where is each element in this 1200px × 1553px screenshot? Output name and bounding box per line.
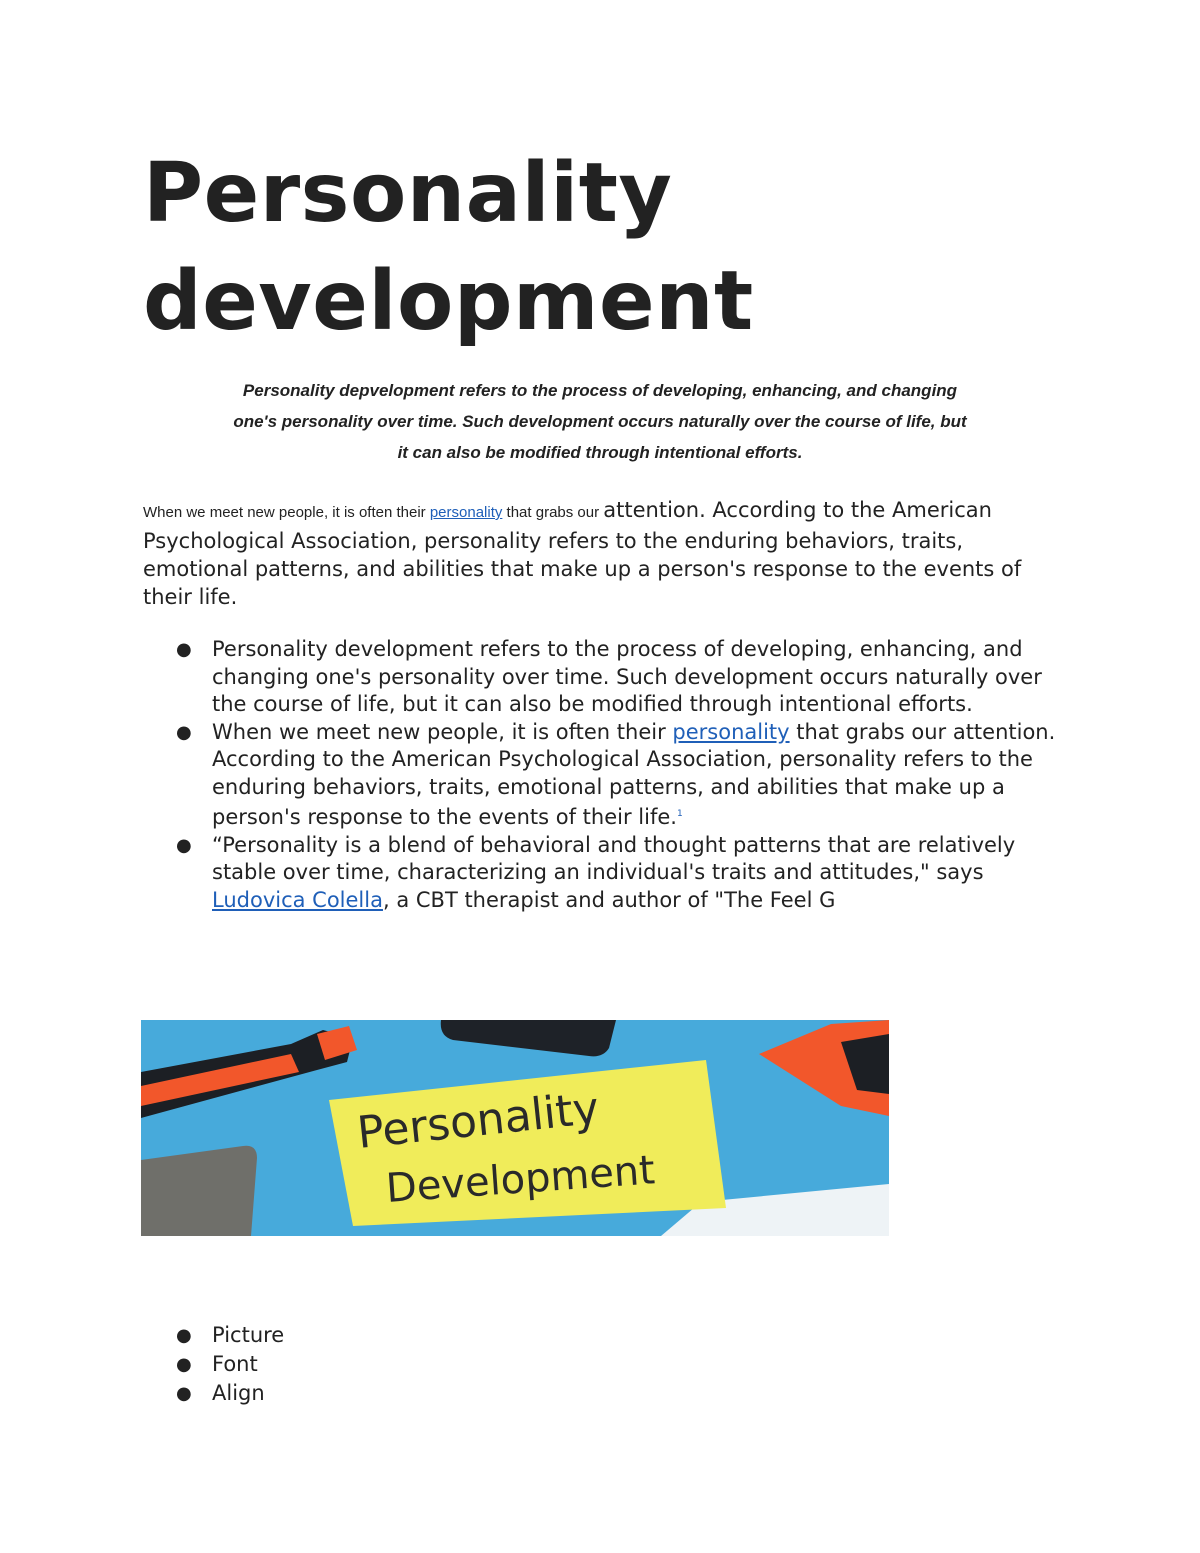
bullet-list bbox=[143, 636, 1063, 914]
subtitle-line-3: it can also be modified through intentional efforts. bbox=[397, 443, 803, 462]
grey-notebook-shape bbox=[141, 1146, 257, 1236]
intro-rest: attention. According to the American Psychological Association, personality refers to the enduring behaviors, traits, emotional patterns, and abilities that make up a person's response to the events of their life. bbox=[143, 498, 1022, 609]
intro-personality-link[interactable]: personality bbox=[429, 504, 503, 521]
intro-prefix: When we meet new people, it is often their bbox=[143, 504, 430, 521]
ludovica-colella-link[interactable]: Ludovica Colella bbox=[212, 887, 383, 912]
bullet-text-prefix: “Personality is a blend of behavioral and thought patterns that are relatively stable over time, characterizing an individual's traits and attitudes," says bbox=[212, 832, 1016, 884]
footnote-marker[interactable]: 1 bbox=[676, 809, 683, 819]
personality-link[interactable]: personality bbox=[672, 719, 790, 744]
bullet-text-prefix: When we meet new people, it is often their bbox=[212, 719, 673, 744]
subtitle-line-2: one's personality over time. Such development occurs naturally over the course of life, but bbox=[233, 412, 967, 431]
list-item bbox=[143, 1379, 543, 1408]
bullet-dot-icon: ● bbox=[176, 1383, 192, 1404]
bullet-text-rest: , a CBT therapist and author of "The Feel G bbox=[382, 887, 836, 912]
short-list-label: Font bbox=[212, 1352, 258, 1376]
intro-mid: that grabs our bbox=[502, 504, 604, 521]
short-list-label: Align bbox=[212, 1381, 265, 1405]
list-item bbox=[143, 1350, 543, 1379]
list-item bbox=[143, 832, 1063, 915]
personality-development-image bbox=[141, 1020, 889, 1236]
bullet-dot-icon: ● bbox=[176, 721, 192, 743]
intro-paragraph bbox=[143, 496, 1073, 611]
short-list-label: Picture bbox=[212, 1323, 285, 1347]
subtitle-line-1: Personality depvelopment refers to the process of developing, enhancing, and changing bbox=[242, 381, 958, 400]
title-line-1: Personality bbox=[143, 146, 673, 241]
bullet-dot-icon: ● bbox=[176, 639, 192, 660]
short-bullet-list bbox=[143, 1321, 543, 1408]
bullet-text: Personality development refers to the process of developing, enhancing, and changing one's personality over time. Such development occurs naturally over the course of life, but it can also be modified through intentional efforts. bbox=[212, 637, 1042, 716]
title-line-2: development bbox=[143, 254, 754, 349]
sticky-note-line-1: Personality bbox=[354, 1082, 602, 1159]
document-subtitle bbox=[190, 375, 1010, 468]
bullet-dot-icon: ● bbox=[176, 834, 192, 856]
sticky-note-line-2: Development bbox=[384, 1147, 657, 1212]
bullet-dot-icon: ● bbox=[176, 1354, 192, 1375]
list-item bbox=[143, 636, 1063, 719]
image-illustration bbox=[141, 1020, 889, 1236]
document-title bbox=[143, 140, 754, 356]
list-item bbox=[143, 719, 1063, 832]
list-item bbox=[143, 1321, 543, 1350]
bullet-dot-icon: ● bbox=[176, 1325, 192, 1346]
bullet-text-rest: that grabs our attention. According to the American Psychological Association, personality refers to the enduring behaviors, traits, emotional patterns, and abilities that make up a person's response to the events of their life. bbox=[212, 719, 1056, 829]
